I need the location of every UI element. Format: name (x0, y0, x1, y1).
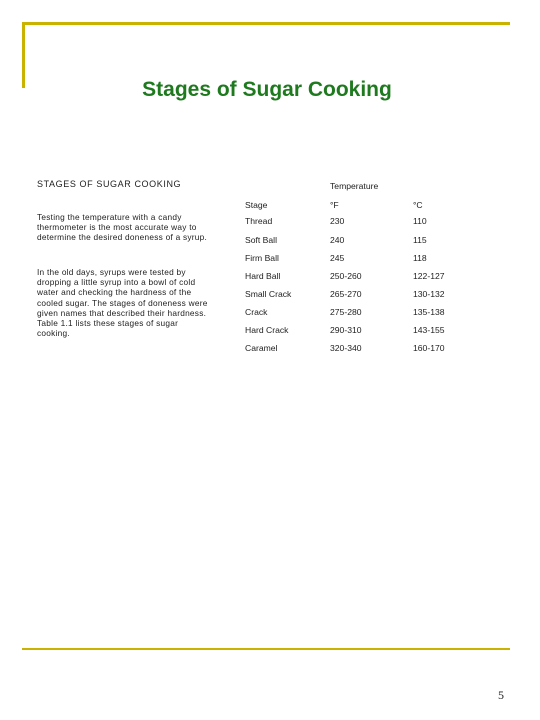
header-fahrenheit: °F (330, 200, 339, 210)
cell-celsius: 118 (413, 253, 427, 263)
history-paragraph-text: In the old days, syrups were tested by dropping a little syrup into a bowl of cold water and checking the hardness of the cooled sugar. The stages of doneness were given names that described their hardness. Table 1.1 lists these stages of sugar cooking. (37, 267, 208, 339)
cell-fahrenheit: 265-270 (330, 289, 362, 299)
frame-top-rule (22, 22, 510, 25)
page-number: 5 (498, 688, 504, 702)
cell-fahrenheit: 230 (330, 216, 345, 226)
history-paragraph (37, 267, 212, 338)
cell-fahrenheit: 250-260 (330, 271, 362, 281)
cell-celsius: 130-132 (413, 289, 445, 299)
section-heading: STAGES OF SUGAR COOKING (37, 179, 182, 189)
cell-stage: Small Crack (245, 289, 292, 299)
cell-celsius: 160-170 (413, 343, 445, 353)
cell-stage: Crack (245, 307, 268, 317)
cell-celsius: 122-127 (413, 271, 445, 281)
cell-celsius: 135-138 (413, 307, 445, 317)
cell-fahrenheit: 275-280 (330, 307, 362, 317)
cell-fahrenheit: 245 (330, 253, 345, 263)
cell-fahrenheit: 290-310 (330, 325, 362, 335)
temperature-group-heading: Temperature (330, 181, 379, 191)
cell-fahrenheit: 320-340 (330, 343, 362, 353)
frame-bottom-rule (22, 648, 510, 650)
intro-paragraph: Testing the temperature with a candy thermometer is the most accurate way to determine the desired doneness of a syrup. (37, 212, 208, 243)
cell-stage: Hard Crack (245, 325, 289, 335)
header-celsius: °C (413, 200, 423, 210)
header-stage: Stage (245, 200, 268, 210)
cell-stage: Firm Ball (245, 253, 279, 263)
page-title: Stages of Sugar Cooking (142, 78, 392, 101)
cell-stage: Thread (245, 216, 273, 226)
cell-stage: Hard Ball (245, 271, 281, 281)
cell-celsius: 115 (413, 235, 427, 245)
cell-celsius: 110 (413, 216, 427, 226)
cell-stage: Soft Ball (245, 235, 278, 245)
cell-celsius: 143-155 (413, 325, 445, 335)
cell-stage: Caramel (245, 343, 278, 353)
cell-fahrenheit: 240 (330, 235, 345, 245)
